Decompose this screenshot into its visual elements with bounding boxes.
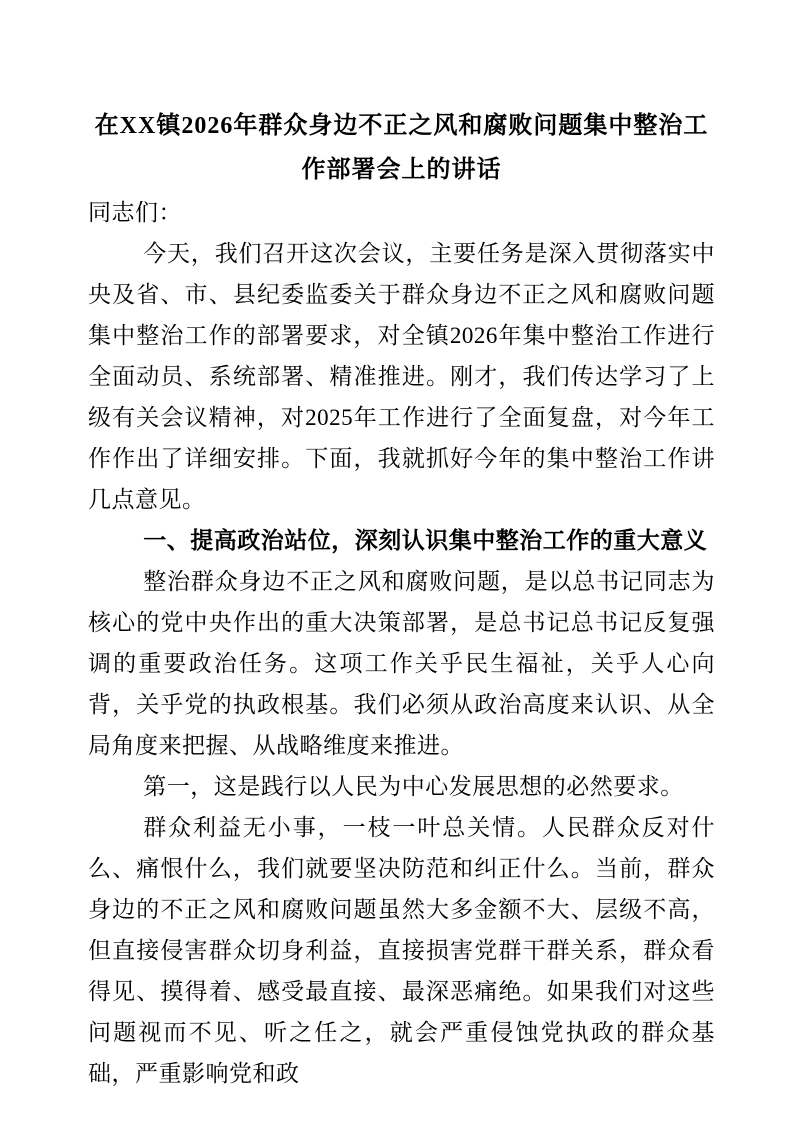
section-heading-1: 一、提高政治站位，深刻认识集中整治工作的重大意义 xyxy=(143,528,708,553)
paragraph-intro: 今天，我们召开这次会议，主要任务是深入贯彻落实中央及省、市、县纪委监委关于群众身边不正之风和腐败问题集中整治工作的部署要求，对全镇2026年集中整治工作进行全面动员、系统部署、精准推进。刚才，我们传达学习了上级有关会议精神，对2025年工作进行了全面复盘，对今年工作作出了详细安排。下面，我就抓好今年的集中整治工作讲几点意见。 xyxy=(88,241,715,512)
paragraph-significance: 整治群众身边不正之风和腐败问题，是以总书记同志为核心的党中央作出的重大决策部署，是总书记总书记反复强调的重要政治任务。这项工作关乎民生福祉，关乎人心向背，关乎党的执政根基。我们必须从政治高度来认识、从全局角度来把握、从战略维度来推进。 xyxy=(88,569,715,758)
document-title: 在XX镇2026年群众身边不正之风和腐败问题集中整治工作部署会上的讲话 xyxy=(94,113,709,183)
paragraph-point-first: 第一，这是践行以人民为中心发展思想的必然要求。 xyxy=(143,774,684,799)
salutation: 同志们： xyxy=(88,200,182,225)
paragraph-masses-interests: 群众利益无小事，一枝一叶总关情。人民群众反对什么、痛恨什么，我们就要坚决防范和纠正什么。当前，群众身边的不正之风和腐败问题虽然大多金额不大、层级不高，但直接侵害群众切身利益，直接损害党群干群关系，群众看得见、摸得着、感受最直接、最深恶痛绝。如果我们对这些问题视而不见、听之任之，就会严重侵蚀党执政的群众基础，严重影响党和政 xyxy=(88,815,715,1086)
